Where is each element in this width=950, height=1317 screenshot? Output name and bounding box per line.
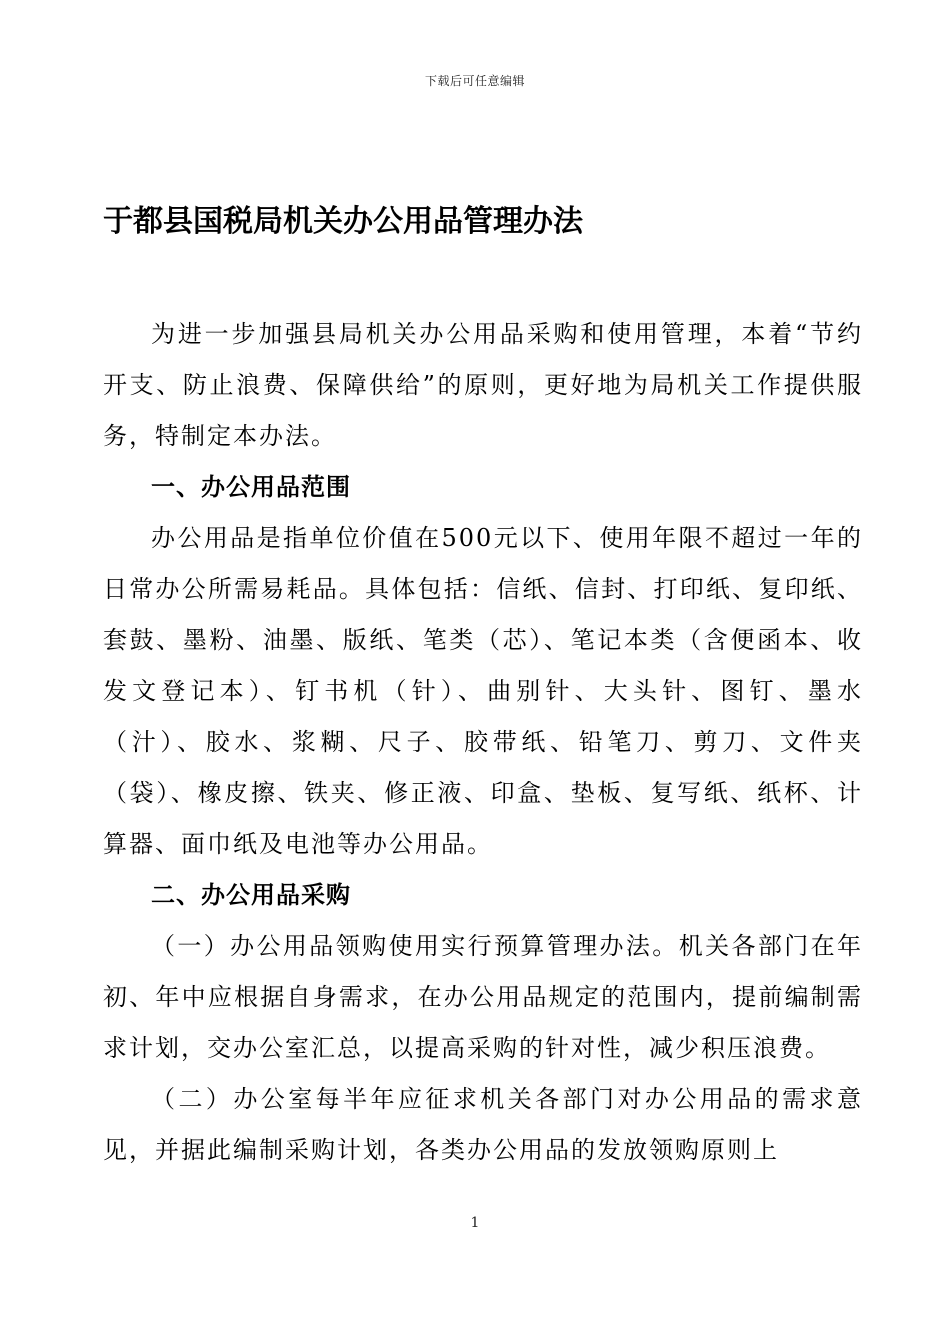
paragraph-purchase-1: （一）办公用品领购使用实行预算管理办法。机关各部门在年初、年中应根据自身需求，在办公用品规定的范围内，提前编制需求计划，交办公室汇总，以提高采购的针对性，减少积压浪费。 xyxy=(103,932,863,1062)
paragraph-scope: 办公用品是指单位价值在500元以下、使用年限不超过一年的日常办公所需易耗品。具体包括：信纸、信封、打印纸、复印纸、套鼓、墨粉、油墨、版纸、笔类（芯）、笔记本类（含便函本、收发文登记本）、钉书机（针）、曲别针、大头针、图钉、墨水（汁）、胶水、浆糊、尺子、胶带纸、铅笔刀、剪刀、文件夹（袋）、橡皮擦、铁夹、修正液、印盒、垫板、复写纸、纸杯、计算器、面巾纸及电池等办公用品。 xyxy=(103,524,863,858)
page-number: 1 xyxy=(470,1215,480,1231)
document-title: 于都县国税局机关办公用品管理办法 xyxy=(103,204,583,239)
paragraph-purchase-2: （二）办公室每半年应征求机关各部门对办公用品的需求意见，并据此编制采购计划，各类办公用品的发放领购原则上 xyxy=(103,1085,863,1164)
paragraph-intro: 为进一步加强县局机关办公用品采购和使用管理，本着“节约开支、防止浪费、保障供给”的原则，更好地为局机关工作提供服务，特制定本办法。 xyxy=(103,320,863,450)
section-heading-purchase: 二、办公用品采购 xyxy=(151,881,351,909)
header-note: 下载后可任意编辑 xyxy=(424,74,525,88)
section-heading-scope: 一、办公用品范围 xyxy=(151,473,351,501)
document-body xyxy=(103,309,863,1176)
